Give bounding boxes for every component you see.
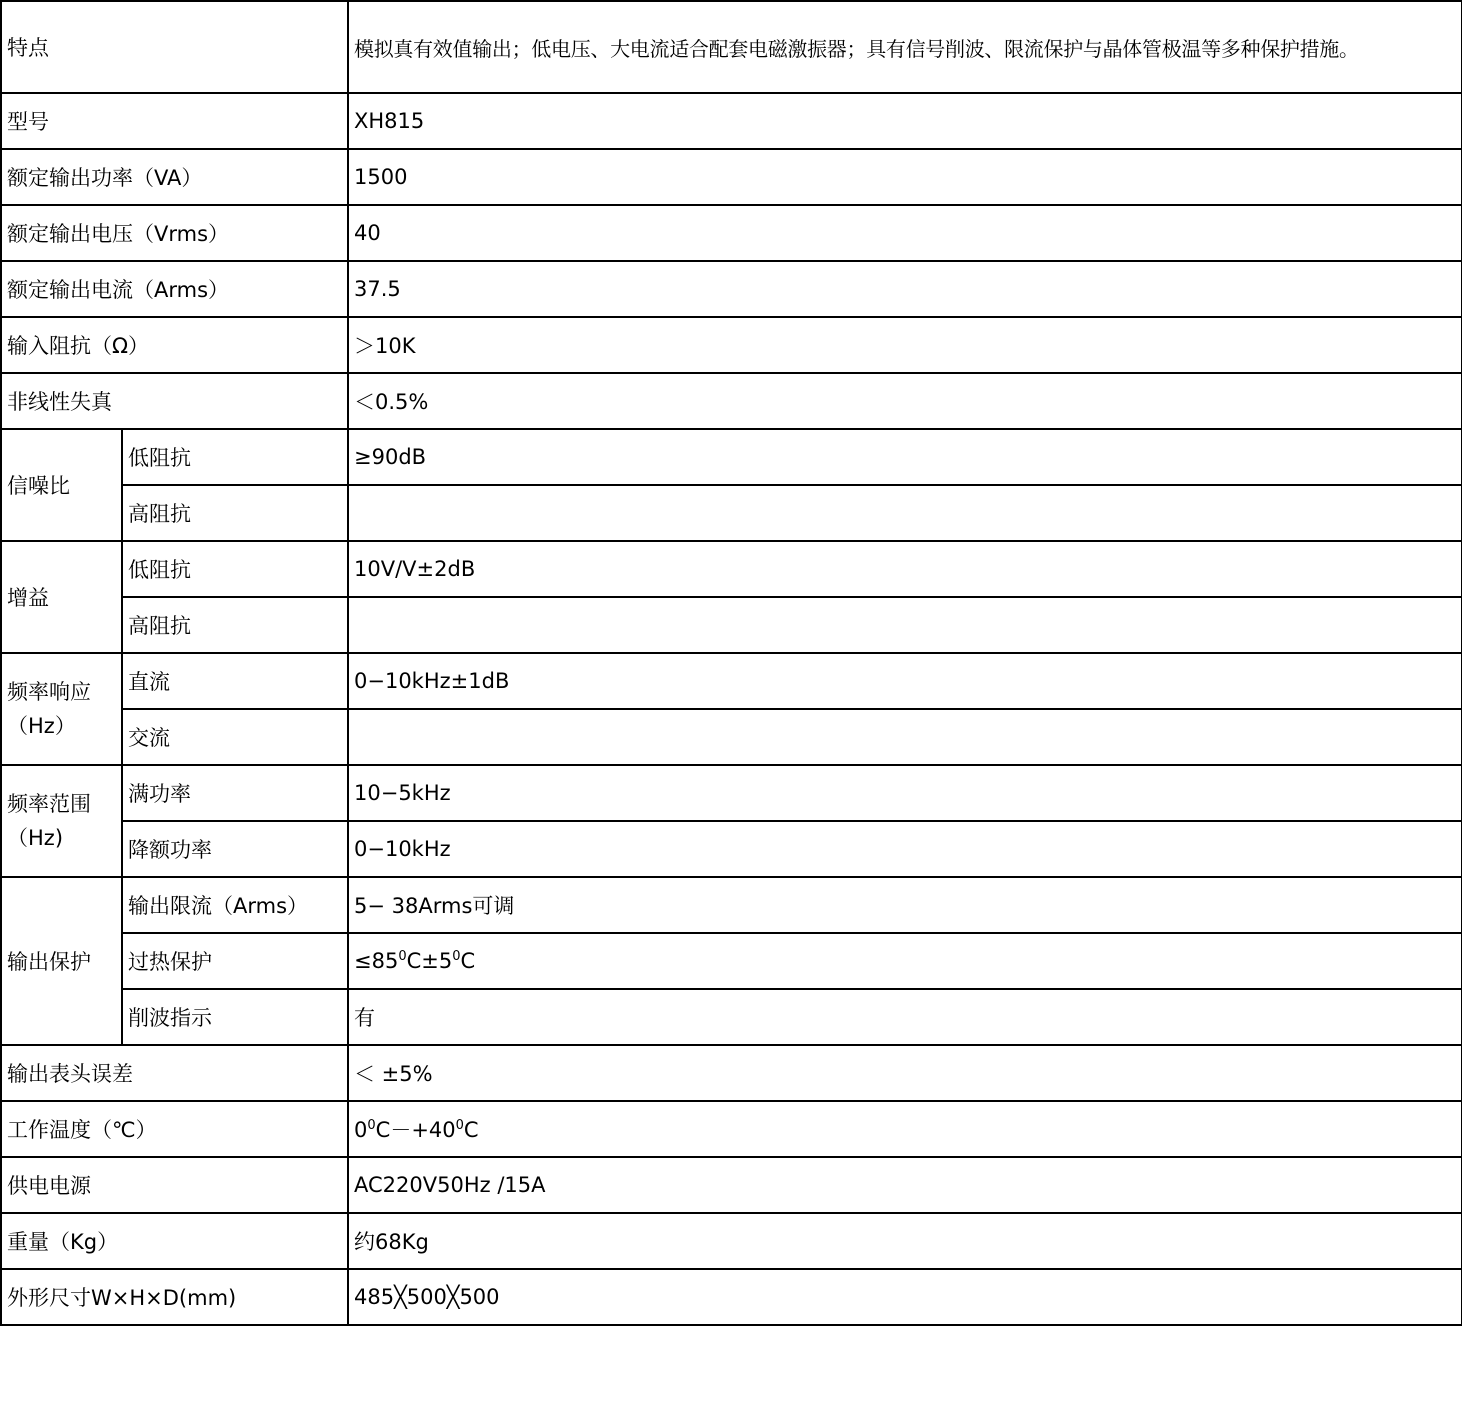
label-gain-low: 低阻抗	[122, 541, 348, 597]
label-freq-range: 频率范围（Hz)	[1, 765, 122, 877]
overheat-mid: C±5	[406, 949, 453, 973]
value-protection-clip: 有	[348, 989, 1462, 1045]
label-voltage: 额定输出电压（Vrms）	[1, 205, 348, 261]
label-dims: 外形尺寸W×H×D(mm)	[1, 1269, 348, 1325]
temp-mid: C－+40	[375, 1118, 456, 1142]
row-protection-overheat	[1, 933, 1462, 989]
row-freq-response-ac	[1, 709, 1462, 765]
label-distortion: 非线性失真	[1, 373, 348, 429]
row-temp	[1, 1101, 1462, 1157]
temp-degree: 0	[455, 1118, 464, 1133]
label-temp: 工作温度（℃）	[1, 1101, 348, 1157]
row-gain-high	[1, 597, 1462, 653]
row-supply	[1, 1157, 1462, 1213]
row-snr-high	[1, 485, 1462, 541]
row-weight	[1, 1213, 1462, 1269]
label-freq-response: 频率响应（Hz）	[1, 653, 122, 765]
value-temp	[348, 1101, 1462, 1157]
label-gain: 增益	[1, 541, 122, 653]
label-current: 额定输出电流（Arms）	[1, 261, 348, 317]
label-snr-low: 低阻抗	[122, 429, 348, 485]
label-supply: 供电电源	[1, 1157, 348, 1213]
row-freq-range-full	[1, 765, 1462, 821]
value-current: 37.5	[348, 261, 1462, 317]
value-gain-high	[348, 597, 1462, 653]
value-power: 1500	[348, 149, 1462, 205]
value-meter-error: ＜ ±5%	[348, 1045, 1462, 1101]
value-freq-response-dc: 0−10kHz±1dB	[348, 653, 1462, 709]
value-model: XH815	[348, 93, 1462, 149]
overheat-degree-1: 0	[398, 949, 407, 964]
value-freq-range-derated: 0−10kHz	[348, 821, 1462, 877]
row-dims	[1, 1269, 1462, 1325]
row-protection-limit	[1, 877, 1462, 933]
value-supply: AC220V50Hz /15A	[348, 1157, 1462, 1213]
row-meter-error	[1, 1045, 1462, 1101]
row-freq-response-dc	[1, 653, 1462, 709]
label-protection-limit: 输出限流（Arms）	[122, 877, 348, 933]
row-features	[1, 1, 1462, 93]
row-distortion	[1, 373, 1462, 429]
label-power: 额定输出功率（VA）	[1, 149, 348, 205]
row-freq-range-derated	[1, 821, 1462, 877]
row-snr-low	[1, 429, 1462, 485]
label-features: 特点	[1, 1, 348, 93]
temp-post: C	[463, 1118, 479, 1142]
row-voltage	[1, 205, 1462, 261]
row-current	[1, 261, 1462, 317]
temp-degree-start: 0	[367, 1118, 376, 1133]
overheat-degree-2: 0	[452, 949, 461, 964]
value-freq-range-full: 10−5kHz	[348, 765, 1462, 821]
label-protection-clip: 削波指示	[122, 989, 348, 1045]
row-gain-low	[1, 541, 1462, 597]
value-gain-low: 10V/V±2dB	[348, 541, 1462, 597]
overheat-pre: ≤85	[354, 949, 399, 973]
value-voltage: 40	[348, 205, 1462, 261]
value-protection-limit: 5− 38Arms可调	[348, 877, 1462, 933]
row-protection-clip	[1, 989, 1462, 1045]
label-freq-range-full: 满功率	[122, 765, 348, 821]
label-protection: 输出保护	[1, 877, 122, 1045]
value-distortion: ＜0.5%	[348, 373, 1462, 429]
label-freq-response-dc: 直流	[122, 653, 348, 709]
value-freq-response-ac	[348, 709, 1462, 765]
label-impedance: 输入阻抗（Ω）	[1, 317, 348, 373]
row-model	[1, 93, 1462, 149]
overheat-post: C	[460, 949, 476, 973]
label-snr: 信噪比	[1, 429, 122, 541]
value-protection-overheat	[348, 933, 1462, 989]
value-features: 模拟真有效值输出；低电压、大电流适合配套电磁激振器；具有信号削波、限流保护与晶体管极温等多种保护措施。	[348, 1, 1462, 93]
value-weight: 约68Kg	[348, 1213, 1462, 1269]
label-weight: 重量（Kg）	[1, 1213, 348, 1269]
row-impedance	[1, 317, 1462, 373]
label-gain-high: 高阻抗	[122, 597, 348, 653]
value-snr-low: ≥90dB	[348, 429, 1462, 485]
label-model: 型号	[1, 93, 348, 149]
value-dims: 485╳500╳500	[348, 1269, 1462, 1325]
value-snr-high	[348, 485, 1462, 541]
temp-start: 0	[354, 1118, 368, 1142]
label-freq-response-ac: 交流	[122, 709, 348, 765]
label-protection-overheat: 过热保护	[122, 933, 348, 989]
row-power	[1, 149, 1462, 205]
label-freq-range-derated: 降额功率	[122, 821, 348, 877]
value-impedance: ＞10K	[348, 317, 1462, 373]
label-snr-high: 高阻抗	[122, 485, 348, 541]
label-meter-error: 输出表头误差	[1, 1045, 348, 1101]
